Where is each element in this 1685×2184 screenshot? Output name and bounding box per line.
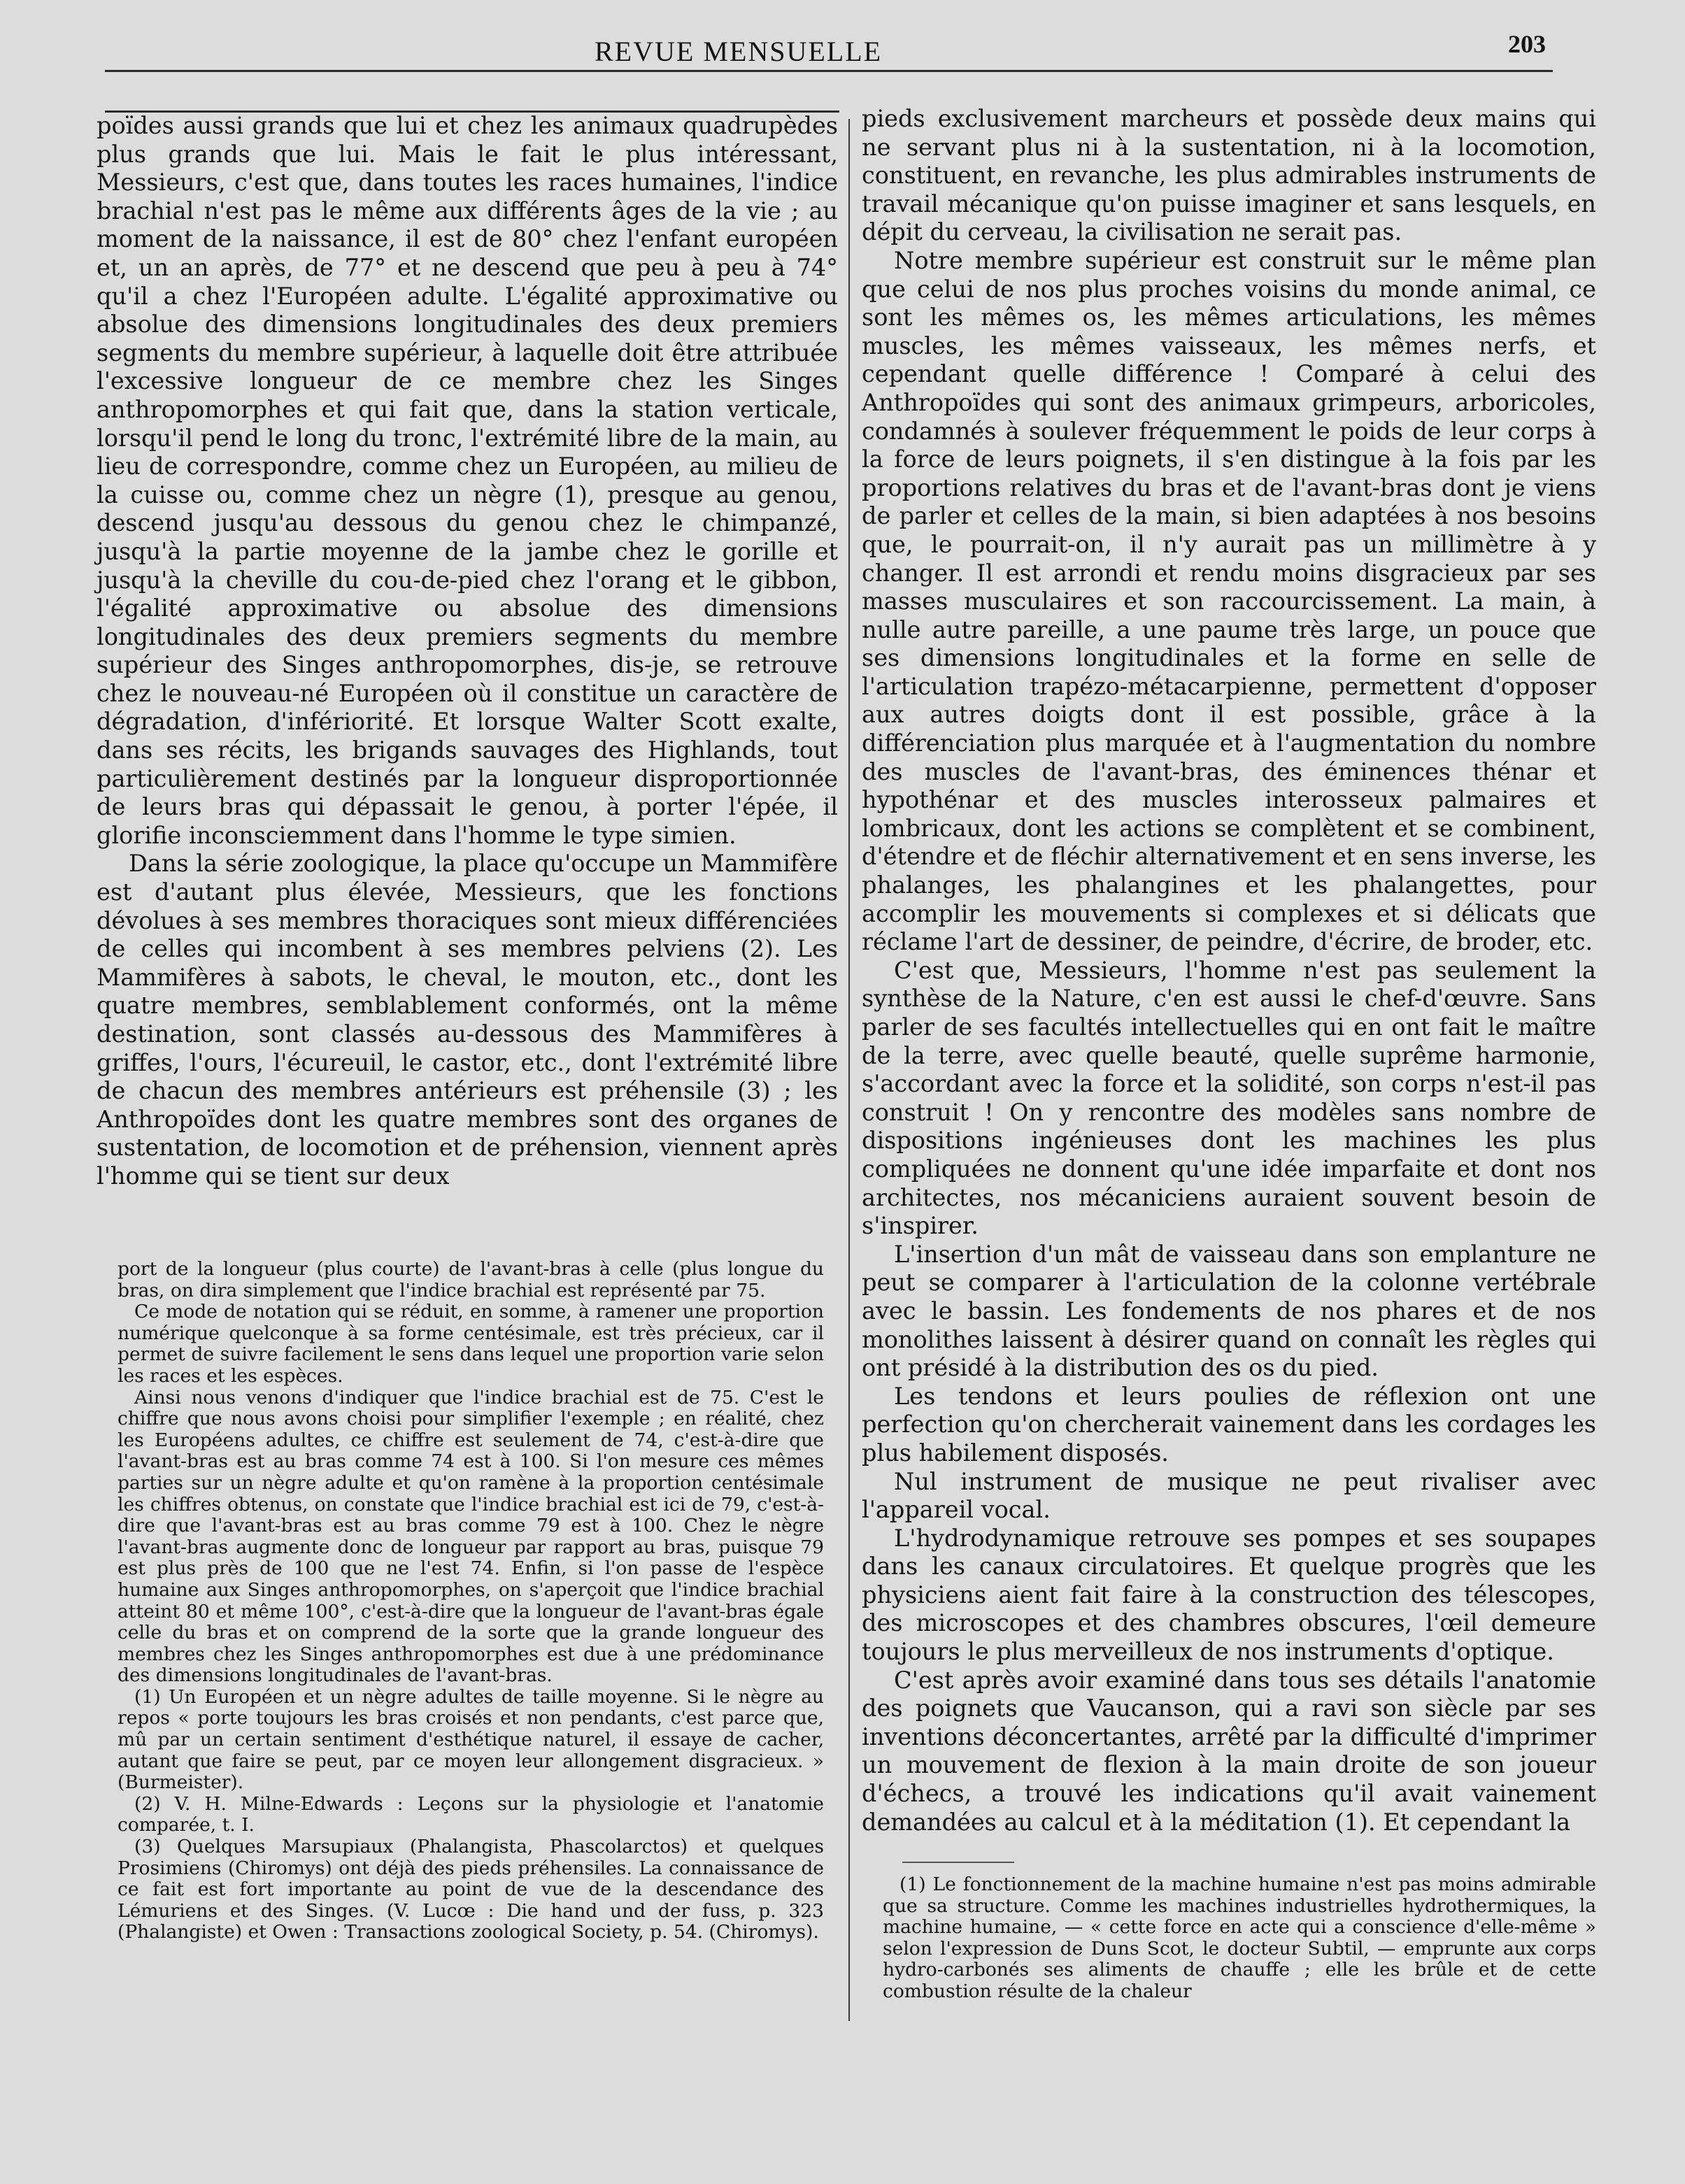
- page-number: 203: [1508, 30, 1546, 58]
- footnote: (3) Quelques Marsupiaux (Phalangista, Phascolarctos) et quelques Prosimiens (Chiromys) ont déjà des pieds préhensiles. La connaissance de ce fait est fort importante au point de vue de la descendance des Lémuriens et des Singes. (V. Lucœ : Die hand und der fuss, p. 323 (Phalangiste) et Owen : Transactions zoological Society, p. 54. (Chiromys).: [118, 1836, 824, 1943]
- paragraph: L'hydrodynamique retrouve ses pompes et ses soupapes dans les canaux circulatoires. Et quelque progrès que les physiciens aient fait faire à la construction des télescopes, des microscopes et des chambres obscures, l'œil demeure toujours le plus merveilleux de nos instruments d'optique.: [862, 1524, 1596, 1666]
- paragraph: Les tendons et leurs poulies de réflexion ont une perfection qu'on chercherait vainement dans les cordages les plus habilement disposés.: [862, 1382, 1596, 1466]
- paragraph: Nul instrument de musique ne peut rivaliser avec l'appareil vocal.: [862, 1467, 1596, 1524]
- footnote: (1) Le fonctionnement de la machine humaine n'est pas moins admirable que sa structure. Comme les machines industrielles hydrothermiques, la machine humaine, — « cette force en acte qui a conscience d'elle-même » selon l'expression de Duns Scot, le docteur Subtil, — emprunte aux corps hydro-carbonés ses aliments de chauffe ; elle les brûle et de cette combustion résulte de la chaleur: [883, 1873, 1596, 2002]
- left-column-footnotes: [118, 1259, 824, 1943]
- column-divider: [848, 119, 850, 2021]
- page-header: [105, 29, 1553, 71]
- left-column-text: [97, 112, 838, 1191]
- footnote: Ainsi nous venons d'indiquer que l'indice brachial est de 75. C'est le chiffre que nous avons choisi pour simplifier l'exemple ; en réalité, chez les Européens adultes, ce chiffre est seulement de 74, c'est-à-dire que l'avant-bras est au bras comme 74 est à 100. Si l'on mesure ces mêmes parties sur un nègre adulte et qu'on ramène à la proportion centésimale les chiffres obtenus, on constate que l'indice brachial est ici de 79, c'est-à-dire que l'avant-bras est au bras comme 79 est à 100. Chez le nègre l'avant-bras augmente donc de longueur par rapport au bras, puisque 79 est plus près de 100 que ne l'est 74. Enfin, si l'on passe de l'espèce humaine aux Singes anthropomorphes, on s'aperçoit que l'indice brachial atteint 80 et même 100°, c'est-à-dire que la longueur de l'avant-bras égale celle du bras et on comprend de la sorte que la grande longueur des membres chez les Singes anthropomorphes est due à une prédominance des dimensions longitudinales de l'avant-bras.: [118, 1386, 824, 1687]
- footnote-rule: [902, 1862, 1014, 1863]
- right-column-footnotes: [883, 1874, 1596, 2003]
- footnote: (2) V. H. Milne-Edwards : Leçons sur la physiologie et l'anatomie comparée, t. I.: [118, 1792, 824, 1836]
- right-column-text: [862, 105, 1596, 1836]
- header-rule: [105, 70, 1553, 72]
- footnote: port de la longueur (plus courte) de l'avant-bras à celle (plus longue du bras, on dira simplement que l'indice brachial est représenté par 75.: [118, 1258, 824, 1301]
- paragraph: Notre membre supérieur est construit sur le même plan que celui de nos plus proches voisins du monde animal, ce sont les mêmes os, les mêmes articulations, les mêmes muscles, les mêmes vaisseaux, les mêmes nerfs, et cependant quelle différence ! Comparé à celui des Anthropoïdes qui sont des animaux grimpeurs, arboricoles, condamnés à soulever fréquemment le poids de leur corps à la force de leurs poignets, il s'en distingue à la fois par les proportions relatives du bras et de l'avant-bras dont je viens de parler et celles de la main, si bien adaptées à nos besoins que, le pourrait-on, il n'y aurait pas un millimètre à y changer. Il est arrondi et rendu moins disgracieux par ses masses musculaires et son raccourcissement. La main, à nulle autre pareille, a une paume très large, un pouce que ses dimensions longitudinales et la forme en selle de l'articulation trapézo-métacarpienne, permettent d'opposer aux autres doigts dont il est possible, grâce à la différenciation plus marquée et à l'augmentation du nombre des muscles de l'avant-bras, des éminences thénar et hypothénar et des muscles interosseux palmaires et lombricaux, dont les actions se complètent et se combinent, d'étendre et de fléchir alternativement et en sens inverse, les phalanges, les phalangines et les phalangettes, pour accomplir les mouvements si complexes et si délicats que réclame l'art de dessiner, de peindre, d'écrire, de broder, etc.: [862, 246, 1596, 956]
- paragraph: C'est que, Messieurs, l'homme n'est pas seulement la synthèse de la Nature, c'en est aussi le chef-d'œuvre. Sans parler de ses facultés intellectuelles qui en ont fait le maître de la terre, avec quelle beauté, quelle suprême harmonie, s'accordant avec la force et la solidité, son corps n'est-il pas construit ! On y rencontre des modèles sans nombre de dispositions ingénieuses dont les machines les plus compliquées ne donnent qu'une idée imparfaite et dont nos architectes, nos mécaniciens auraient souvent besoin de s'inspirer.: [862, 956, 1596, 1240]
- paragraph: L'insertion d'un mât de vaisseau dans son emplanture ne peut se comparer à l'articulation de la colonne vertébrale avec le bassin. Les fondements de nos phares et de nos monolithes laissent à désirer quand on connaît les règles qui ont présidé à la distribution des os du pied.: [862, 1240, 1596, 1382]
- paragraph: Dans la série zoologique, la place qu'occupe un Mammifère est d'autant plus élevée, Messieurs, que les fonctions dévolues à ses membres thoraciques sont mieux différenciées de celles qui incombent à ses membres pelviens (2). Les Mammifères à sabots, le cheval, le mouton, etc., dont les quatre membres, semblablement conformés, ont la même destination, sont classés au-dessous des Mammifères à griffes, l'ours, l'écureuil, le castor, etc., dont l'extrémité libre de chacun des membres antérieurs est préhensile (3) ; les Anthropoïdes dont les quatre membres sont des organes de sustentation, de locomotion et de préhension, viennent après l'homme qui se tient sur deux: [97, 850, 838, 1190]
- paragraph: pieds exclusivement marcheurs et possède deux mains qui ne servant plus ni à la sustentation, ni à la locomotion, constituent, en revanche, les plus admirables instruments de travail mécanique qu'on puisse imaginer et sans lesquels, en dépit du cerveau, la civilisation ne serait pas.: [862, 105, 1596, 246]
- paragraph: C'est après avoir examiné dans tous ses détails l'anatomie des poignets que Vaucanson, qui a ravi son siècle par ses inventions déconcertantes, arrêté par la difficulté d'imprimer un mouvement de flexion à la main droite de son joueur d'échecs, a trouvé les indications qu'il avait vainement demandées au calcul et à la méditation (1). Et cependant la: [862, 1666, 1596, 1836]
- running-title: REVUE MENSUELLE: [595, 36, 883, 67]
- footnote: (1) Un Européen et un nègre adultes de taille moyenne. Si le nègre au repos « porte toujours les bras croisés et non pendants, c'est parce que, mû par un certain sentiment d'esthétique naturel, il essaye de cacher, autant que faire se peut, par ce moyen leur allongement disgracieux. » (Burmeister).: [118, 1685, 824, 1794]
- footnote: Ce mode de notation qui se réduit, en somme, à ramener une proportion numérique quelconque à sa forme centésimale, est très précieux, car il permet de suivre facilement le sens dans lequel une proportion varie selon les races et les espèces.: [118, 1301, 824, 1387]
- paragraph: poïdes aussi grands que lui et chez les animaux quadrupèdes plus grands que lui. Mais le fait le plus intéressant, Messieurs, c'est que, dans toutes les races humaines, l'indice brachial n'est pas le même aux différents âges de la vie ; au moment de la naissance, il est de 80° chez l'enfant européen et, un an après, de 77° et ne descend que peu à peu à 74° qu'il a chez l'Européen adulte. L'égalité approximative ou absolue des dimensions longitudinales des deux premiers segments du membre supérieur, à laquelle doit être attribuée l'excessive longueur de ce membre chez les Singes anthropomorphes et qui fait que, dans la station verticale, lorsqu'il pend le long du tronc, l'extrémité libre de la main, au lieu de correspondre, comme chez un Européen, au milieu de la cuisse ou, comme chez un nègre (1), presque au genou, descend jusqu'au dessous du genou chez le chimpanzé, jusqu'à la partie moyenne de la jambe chez le gorille et jusqu'à la cheville du cou-de-pied chez l'orang et le gibbon, l'égalité approximative ou absolue des dimensions longitudinales des deux premiers segments du membre supérieur des Singes anthropomorphes, dis-je, se retrouve chez le nouveau-né Européen où il constitue un caractère de dégradation, d'infériorité. Et lorsque Walter Scott exalte, dans ses récits, les brigands sauvages des Highlands, tout particulièrement destinés par la longueur disproportionnée de leurs bras qui dépassait le genou, à porter l'épée, il glorifie inconsciemment dans l'homme le type simien.: [97, 112, 838, 849]
